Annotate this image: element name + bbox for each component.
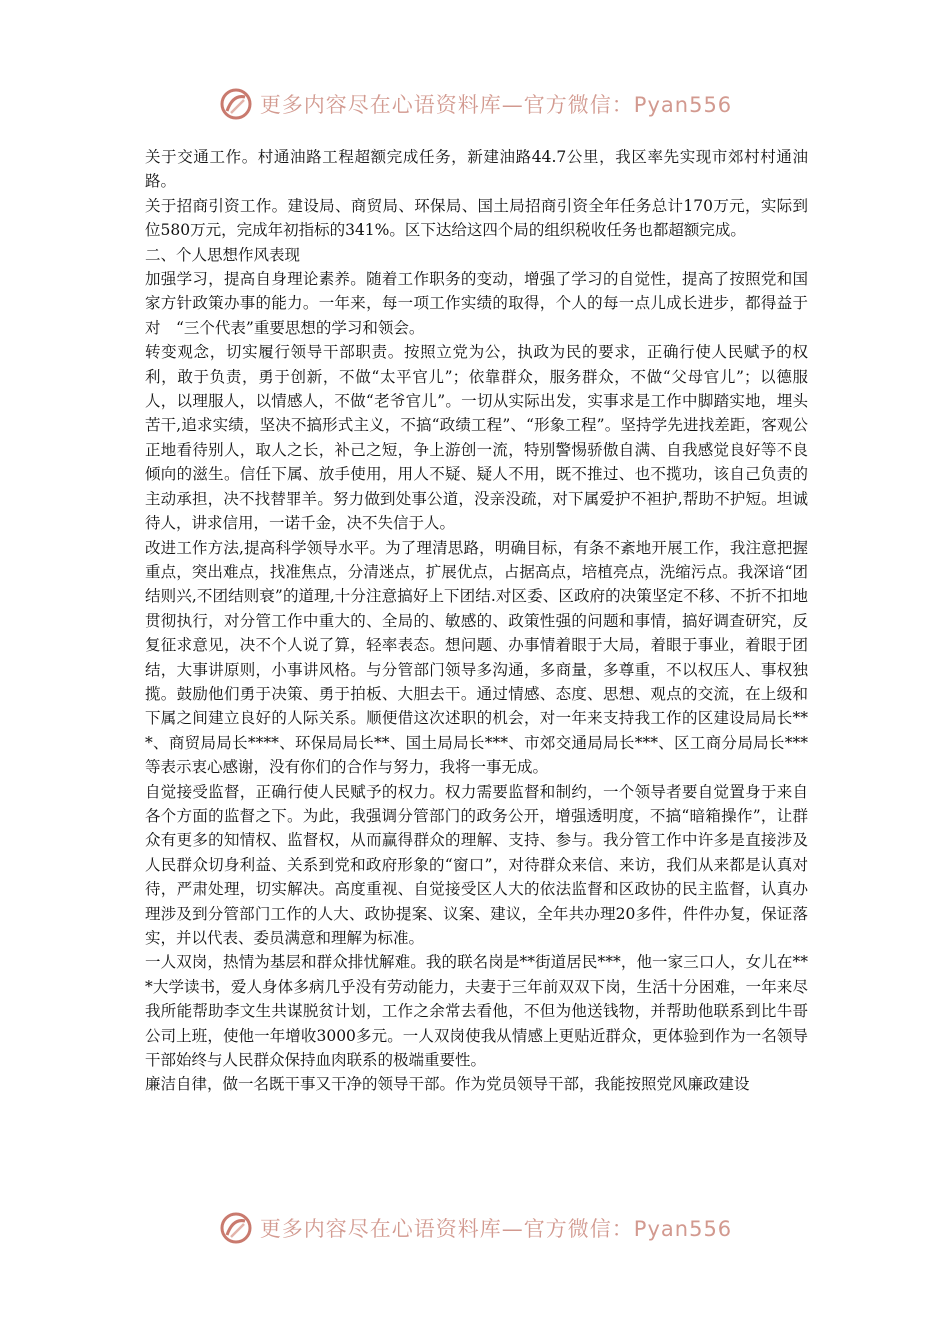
logo-icon [218,86,254,122]
paragraph: 加强学习，提高自身理论素养。随着工作职务的变动，增强了学习的自觉性，提高了按照党和国家方针政策办事的能力。一年来，每一项工作实绩的取得，个人的每一点儿成长进步，都得益于对 “三个代表”重要思想的学习和领会。 [145,270,808,337]
paragraph: 关于交通工作。村通油路工程超额完成任务，新建油路44.7公里，我区率先实现市郊村村通油路。 [145,148,808,191]
paragraph: 廉洁自律，做一名既干事又干净的领导干部。作为党员领导干部，我能按照党风廉政建设 [145,1075,750,1094]
paragraph: 自觉接受监督，正确行使人民赋予的权力。权力需要监督和制约，一个领导者要自觉置身于来自各个方面的监督之下。为此，我强调分管部门的政务公开，增强透明度，不搞“暗箱操作”，让群众有更多的知情权、监督权，从而赢得群众的理解、支持、参与。我分管工作中许多是直接涉及人民群众切身利益、关系到党和政府形象的“窗口”，对待群众来信、来访，我们从来都是认真对待，严肃处理，切实解决。高度重视、自觉接受区人大的依法监督和区政协的民主监督，认真办理涉及到分管部门工作的人大、政协提案、议案、建议，全年共办理20多件，件件办复，保证落实，并以代表、委员满意和理解为标准。 [145,782,808,947]
logo-icon [218,1210,254,1246]
paragraph: 转变观念，切实履行领导干部职责。按照立党为公，执政为民的要求，正确行使人民赋予的权利，敢于负责，勇于创新，不做“太平官儿”；依靠群众，服务群众，不做“父母官儿”；以德服人，以理服人，以情感人，不做“老爷官儿”。一切从实际出发，实事求是工作中脚踏实地，埋头苦干,追求实绩，坚决不搞形式主义，不搞“政绩工程”、“形象工程”。坚持学先进找差距，客观公正地看待别人，取人之长，补己之短，争上游创一流，特别警惕骄傲自满、自我感觉良好等不良倾向的滋生。信任下属、放手使用，用人不疑、疑人不用，既不推过、也不揽功，该自己负责的主动承担，决不找替罪羊。努力做到处事公道，没亲没疏，对下属爱护不袒护,帮助不护短。坦诚待人，讲求信用，一诺千金，决不失信于人。 [145,343,808,533]
paragraph: 关于招商引资工作。建设局、商贸局、环保局、国土局招商引资全年任务总计170万元，实际到位580万元，完成年初指标的341%。区下达给这四个局的组织税收任务也都超额完成。 [145,196,808,240]
section-heading: 二、个人思想作风表现 [145,245,301,264]
footer-banner [0,1208,950,1248]
banner-text: 更多内容尽在心语资料库—官方微信：Pyan556 [259,93,733,117]
paragraph: 改进工作方法,提高科学领导水平。为了理清思路，明确目标，有条不紊地开展工作，我注意把握重点，突出难点，找准焦点，分清迷点，扩展优点，占据高点，培植亮点，洗缩污点。我深谙“团结则兴,不团结则衰”的道理,十分注意搞好上下团结.对区委、区政府的决策坚定不移、不折不扣地贯彻执行，对分管工作中重大的、全局的、敏感的、政策性强的问题和事情，搞好调查研究，反复征求意见，决不个人说了算，轻率表态。想问题、办事情着眼于大局，着眼于事业，着眼于团结，大事讲原则，小事讲风格。与分管部门领导多沟通，多商量，多尊重，不以权压人、事权独揽。鼓励他们勇于决策、勇于拍板、大胆去干。通过情感、态度、思想、观点的交流，在上级和下属之间建立良好的人际关系。顺便借这次述职的机会，对一年来支持我工作的区建设局局长***、商贸局局长****、环保局局长**、国土局局长***、市郊交通局局长***、区工商分局局长***等表示衷心感谢，没有你们的合作与努力，我将一事无成。 [145,538,808,777]
header-banner [0,84,950,124]
paragraph: 一人双岗，热情为基层和群众排忧解难。我的联名岗是**街道居民***，他一家三口人，女儿在***大学读书，爱人身体多病几乎没有劳动能力，夫妻于三年前双双下岗，生活十分困难，一年来尽我所能帮助李文生共谋脱贫计划，工作之余常去看他，不但为他送钱物，并帮助他联系到比牛哥公司上班，使他一年增收3000多元。一人双岗使我从情感上更贴近群众，更体验到作为一名领导干部始终与人民群众保持血肉联系的极端重要性。 [145,953,808,1070]
document-body [145,145,808,1097]
banner-text: 更多内容尽在心语资料库—官方微信：Pyan556 [259,1217,733,1241]
